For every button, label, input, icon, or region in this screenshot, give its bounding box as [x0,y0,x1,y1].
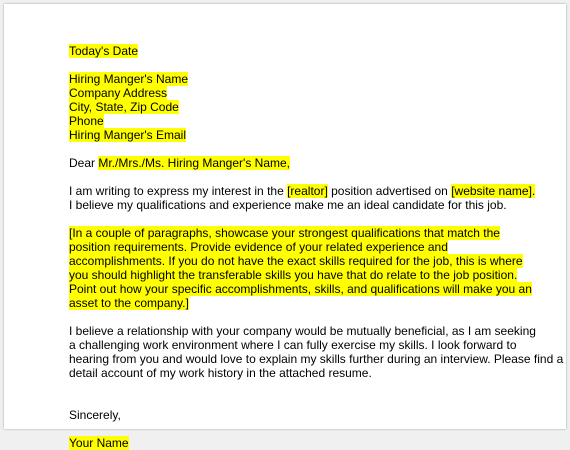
body-placeholder-paragraph[interactable] [69,226,532,310]
intro-text-3: I believe my qualifications and experience make me an ideal candidate for this job. [69,198,507,212]
intro-text-2: position advertised on [327,184,452,198]
spacer [69,380,529,394]
spacer [69,394,529,408]
spacer [69,422,529,436]
closing-line: a challenging work environment where I can fully exercise my skills. I look forward to [69,338,517,352]
closing-paragraph [69,324,564,380]
spacer [69,310,529,324]
body-placeholder-line: position requirements. Provide evidence of your related experience and [69,240,448,254]
signature-name-placeholder[interactable]: Your Name [69,436,129,450]
date-placeholder[interactable]: Today's Date [69,44,138,58]
body-placeholder-line: asset to the company.] [69,296,189,310]
recipient-address-block [69,72,529,142]
sign-off [69,408,529,422]
website-placeholder[interactable]: [website name]. [451,184,536,198]
company-address-placeholder[interactable]: Company Address [69,86,168,100]
phone-placeholder[interactable]: Phone [69,114,104,128]
email-placeholder[interactable]: Hiring Manger's Email [69,128,186,142]
spacer [69,170,529,184]
intro-paragraph [69,184,536,212]
cover-letter [69,44,564,450]
spacer [69,142,529,156]
salutation-prefix: Dear [69,156,99,170]
document-page [4,4,566,450]
body-placeholder-line: Point out how your specific accomplishments, skills, and qualifications will make you an [69,282,532,296]
recipient-name-placeholder[interactable]: Hiring Manger's Name [69,72,188,86]
salutation [69,156,529,170]
closing-line: I believe a relationship with your company would be mutually beneficial, as I am seeking [69,324,536,338]
body-placeholder-line: accomplishments. If you do not have the exact skills required for the job, this is where [69,254,523,268]
body-placeholder-line: [In a couple of paragraphs, showcase your strongest qualifications that match the [69,226,500,240]
closing-line: detail account of my work history in the attached resume. [69,366,372,380]
spacer [69,212,529,226]
salutation-name-placeholder[interactable]: Mr./Mrs./Ms. Hiring Manger's Name, [98,156,290,170]
signature-line [69,436,529,450]
intro-text-1: I am writing to express my interest in the [69,184,288,198]
closing-line: hearing from you and would love to explain my skills further during an interview. Please find a [69,352,564,366]
city-state-zip-placeholder[interactable]: City, State, Zip Code [69,100,179,114]
date-line [69,44,529,58]
role-placeholder[interactable]: [realtor] [287,184,328,198]
body-placeholder-line: you should highlight the transferable skills you have that do relate to the job position. [69,268,518,282]
sign-off-text: Sincerely, [69,408,121,422]
spacer [69,58,529,72]
